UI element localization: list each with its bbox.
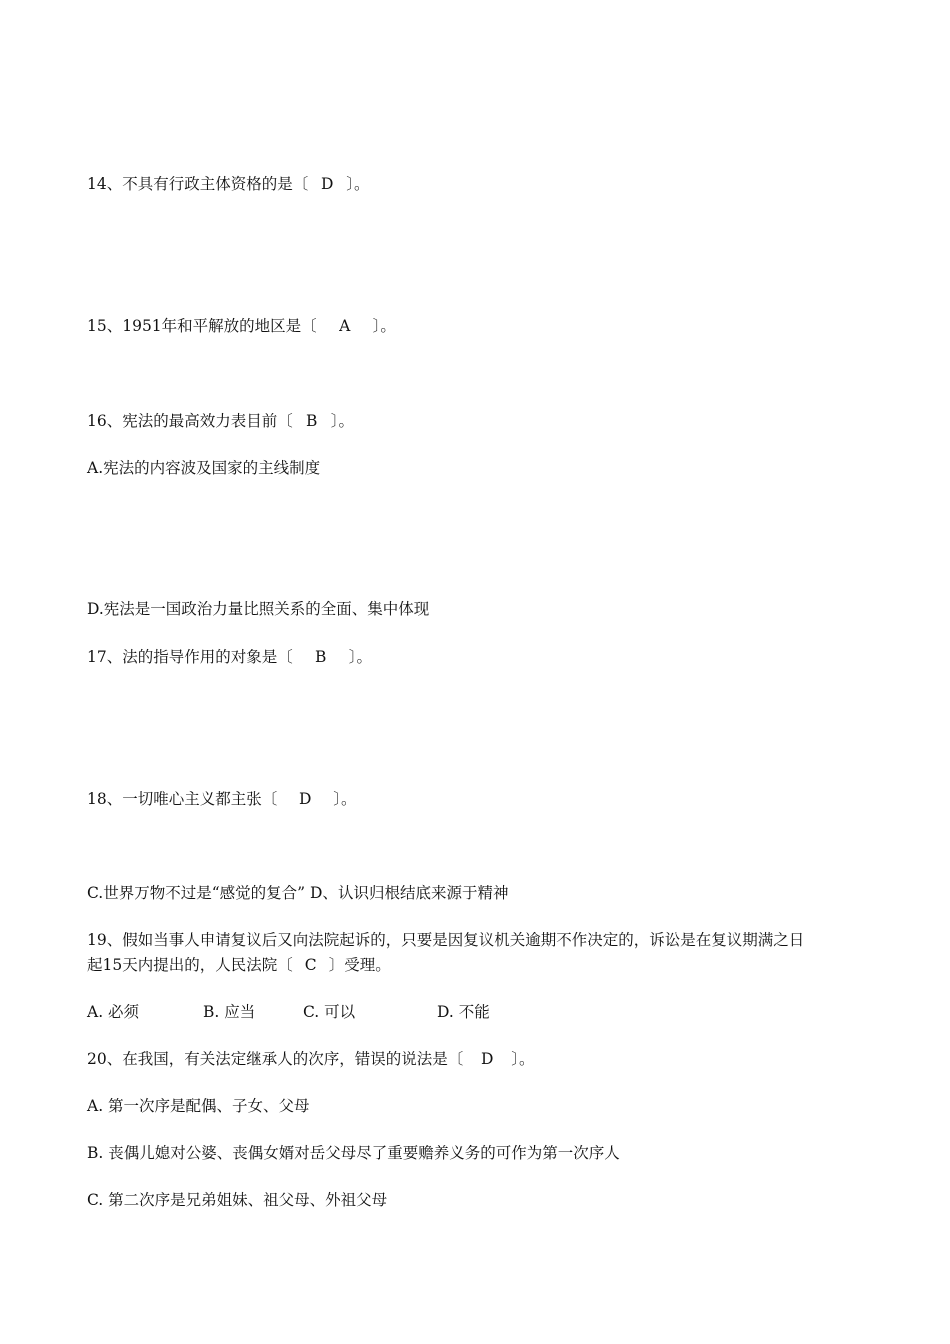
question-14-answer: D: [321, 175, 334, 193]
question-20-option-a: A. 第一次序是配偶、子女、父母: [87, 1097, 310, 1115]
question-20-option-c: C. 第二次序是兄弟姐妹、祖父母、外祖父母: [87, 1191, 388, 1209]
question-16-answer: B: [306, 412, 318, 430]
question-19-answer: C: [304, 956, 317, 974]
question-19-option-d: D. 不能: [437, 1003, 490, 1021]
question-16-option-a: A.宪法的内容波及国家的主线制度: [87, 459, 321, 477]
question-15: [87, 314, 396, 338]
question-19-option-c: C. 可以: [303, 1003, 356, 1021]
question-19-option-a: A. 必须: [87, 1003, 140, 1021]
question-20-text: 20、在我国，有关法定继承人的次序，错误的说法是〔: [87, 1050, 464, 1068]
question-19-options: [87, 1000, 490, 1024]
question-20-answer: D: [481, 1050, 494, 1068]
question-18-answer: D: [299, 790, 312, 808]
question-18-options-cd: C.世界万物不过是“感觉的复合” D、认识归根结底来源于精神: [87, 884, 509, 902]
question-17-answer: B: [315, 648, 327, 666]
question-19-text: 起15天内提出的，人民法院〔: [87, 956, 293, 974]
question-17: [87, 645, 372, 669]
question-18-suffix: 〕。: [333, 790, 357, 808]
question-19-line-2: [87, 953, 391, 977]
question-20-suffix: 〕。: [511, 1050, 535, 1068]
question-19-line-1: 19、假如当事人申请复议后又向法院起诉的，只要是因复议机关逾期不作决定的，诉讼是在复议期满之日: [87, 931, 805, 949]
question-14: [87, 172, 370, 196]
question-16-option-d: D.宪法是一国政治力量比照关系的全面、集中体现: [87, 600, 430, 618]
question-16: [87, 409, 354, 433]
question-18-text: 18、一切唯心主义都主张〔: [87, 790, 278, 808]
question-19-option-b: B. 应当: [203, 1003, 256, 1021]
question-15-suffix: 〕。: [372, 317, 396, 335]
question-20-option-b: B. 丧偶儿媳对公婆、丧偶女婿对岳父母尽了重要赡养义务的可作为第一次序人: [87, 1144, 620, 1162]
question-19-suffix: 〕受理。: [328, 956, 391, 974]
question-20: [87, 1047, 535, 1071]
question-17-text: 17、法的指导作用的对象是〔: [87, 648, 293, 666]
question-15-text: 15、1951年和平解放的地区是〔: [87, 317, 317, 335]
question-14-text: 14、不具有行政主体资格的是〔: [87, 175, 309, 193]
question-18: [87, 787, 357, 811]
question-14-suffix: 〕。: [346, 175, 370, 193]
question-17-suffix: 〕。: [348, 648, 372, 666]
question-16-suffix: 〕。: [330, 412, 354, 430]
question-15-answer: A: [339, 317, 351, 335]
question-16-text: 16、宪法的最高效力表目前〔: [87, 412, 293, 430]
